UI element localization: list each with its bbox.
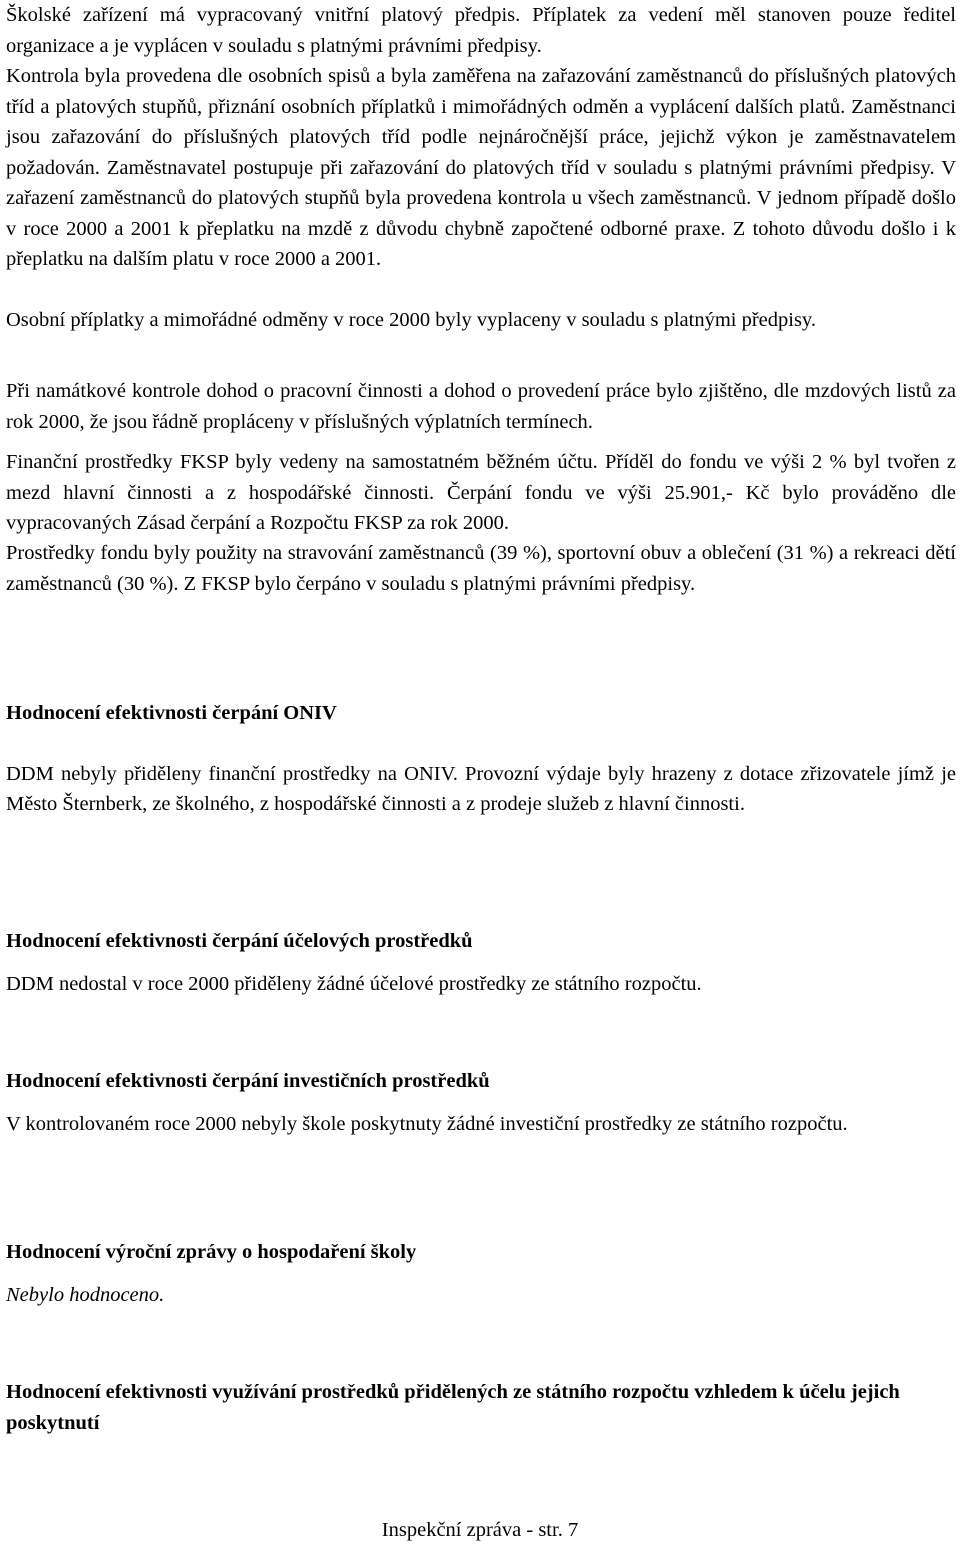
paragraph-salary-regulation: Školské zařízení má vypracovaný vnitřní platový předpis. Příplatek za vedení měl stanoven pouze ředitel organizace a je vyplácen v souladu s platnými právními předpisy. bbox=[6, 4, 956, 57]
paragraph-fksp-usage: Prostředky fondu byly použity na stravování zaměstnanců (39 %), sportovní obuv a oblečení (31 %) a rekreaci dětí zaměstnanců (30 %). Z FKSP bylo čerpáno v souladu s platnými právními předpisy. bbox=[6, 542, 956, 595]
section-text-investment-funds: V kontrolovaném roce 2000 nebyly škole poskytnuty žádné investiční prostředky ze státního rozpočtu. bbox=[6, 1112, 848, 1135]
section-heading-annual-report: Hodnocení výroční zprávy o hospodaření školy bbox=[6, 1241, 417, 1263]
paragraph-agreements-check: Při namátkové kontrole dohod o pracovní činnosti a dohod o provedení práce bylo zjištěno, dle mzdových listů za rok 2000, že jsou řádně propláceny v příslušných výplatních termínech. bbox=[6, 380, 956, 433]
section-annual-report bbox=[6, 1237, 956, 1310]
section-text-targeted-funds: DDM nedostal v roce 2000 přiděleny žádné účelové prostředky ze státního rozpočtu. bbox=[6, 972, 702, 995]
section-text-oniv: DDM nebyly přiděleny finanční prostředky na ONIV. Provozní výdaje byly hrazeny z dotace zřizovatele jímž je Město Šternberk, ze školného, z hospodářské činnosti a z prodeje služeb z hlavní činnosti. bbox=[6, 762, 956, 815]
section-targeted-funds bbox=[6, 926, 956, 999]
section-investment-funds bbox=[6, 1066, 956, 1139]
paragraph-fksp-funds: Finanční prostředky FKSP byly vedeny na samostatném běžném účtu. Příděl do fondu ve výši 2 % byl tvořen z mezd hlavní činnosti a z hospodářské činnosti. Čerpání fondu ve výši 25.901,- Kč bylo prováděno dle vypracovaných Zásad čerpání a Rozpočtu FKSP za rok 2000. bbox=[6, 451, 956, 534]
page-footer: Inspekční zpráva - str. 7 bbox=[381, 1519, 579, 1541]
section-text-annual-report: Nebylo hodnoceno. bbox=[6, 1283, 165, 1306]
section-heading-investment-funds: Hodnocení efektivnosti čerpání investičních prostředků bbox=[6, 1070, 490, 1092]
section-state-budget-effectiveness bbox=[6, 1377, 956, 1438]
paragraph-bonuses: Osobní příplatky a mimořádné odměny v roce 2000 byly vyplaceny v souladu s platnými předpisy. bbox=[6, 309, 816, 331]
paragraph-personnel-files-check: Kontrola byla provedena dle osobních spisů a byla zaměřena na zařazování zaměstnanců do příslušných platových tříd a platových stupňů, přiznání osobních příplatků i mimořádných odměn a vyplácení dalších platů. Zaměstnanci jsou zařazování do příslušných platových tříd podle nejnáročnější práce, jejichž výkon je zaměstnavatelem požadován. Zaměstnavatel postupuje při zařazování do platových tříd v souladu s platnými právními předpisy. V zařazení zaměstnanců do platových stupňů byla provedena kontrola u všech zaměstnanců. V jednom případě došlo v roce 2000 a 2001 k přeplatku na mzdě z důvodu chybně započtené odborné praxe. Z tohoto důvodu došlo i k přeplatku na dalším platu v roce 2000 a 2001. bbox=[6, 65, 956, 270]
section-heading-oniv: Hodnocení efektivnosti čerpání ONIV bbox=[6, 702, 337, 724]
section-heading-state-budget-effectiveness: Hodnocení efektivnosti využívání prostředků přidělených ze státního rozpočtu vzhledem k účelu jejich poskytnutí bbox=[6, 1381, 900, 1434]
section-oniv bbox=[6, 698, 956, 820]
section-heading-targeted-funds: Hodnocení efektivnosti čerpání účelových prostředků bbox=[6, 930, 473, 952]
